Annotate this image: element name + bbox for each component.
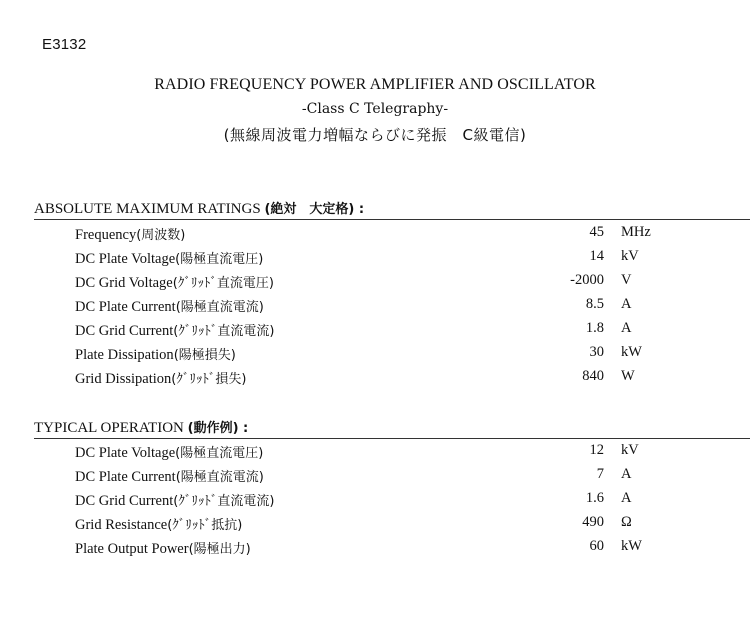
section-heading-text: ABSOLUTE MAXIMUM RATINGS: [34, 201, 261, 217]
operation-name: DC Plate Current(陽極直流電流): [75, 469, 264, 485]
rating-unit: A: [621, 320, 632, 336]
section-heading-absolute-maximum-ratings: [34, 198, 750, 220]
document-subtitle-jp: (無線周波電力増幅ならびに発振 C級電信): [223, 126, 527, 144]
rating-unit: W: [621, 368, 635, 384]
rating-row: [0, 344, 750, 366]
operation-value: 1.6: [585, 490, 604, 506]
rating-name: Frequency(周波数): [75, 227, 186, 243]
operation-row: [0, 442, 750, 464]
operation-unit: kV: [621, 442, 639, 458]
rating-value: 840: [582, 368, 604, 384]
operation-row: [0, 538, 750, 560]
rating-row: [0, 272, 750, 294]
rating-unit: MHz: [621, 224, 651, 240]
operation-value: 490: [582, 514, 604, 530]
section-heading-typical-operation: [34, 417, 750, 439]
document-title: RADIO FREQUENCY POWER AMPLIFIER AND OSCILLATOR: [154, 76, 596, 93]
rating-value: 45: [589, 224, 604, 240]
rating-value: 30: [589, 344, 604, 360]
rating-name: Grid Dissipation(ｸﾞﾘｯﾄﾞ損失): [75, 371, 247, 387]
rating-unit: kV: [621, 248, 639, 264]
rating-unit: A: [621, 296, 632, 312]
rating-value: 14: [589, 248, 604, 264]
rating-name: DC Grid Current(ｸﾞﾘｯﾄﾞ直流電流): [75, 323, 275, 339]
operation-name: DC Grid Current(ｸﾞﾘｯﾄﾞ直流電流): [75, 493, 275, 509]
operation-row: [0, 490, 750, 512]
document-subtitle: -Class C Telegraphy-: [301, 101, 449, 117]
operation-unit: Ω: [621, 514, 632, 530]
operation-unit: kW: [621, 538, 642, 554]
rating-row: [0, 224, 750, 246]
rating-value: -2000: [570, 272, 604, 288]
operation-row: [0, 514, 750, 536]
rating-row: [0, 296, 750, 318]
operation-row: [0, 466, 750, 488]
operation-value: 12: [589, 442, 604, 458]
operation-value: 60: [589, 538, 604, 554]
section-heading-jp: (絶対 大定格) :: [264, 202, 365, 217]
operation-name: Grid Resistance(ｸﾞﾘｯﾄﾞ抵抗): [75, 517, 243, 533]
operation-value: 7: [596, 466, 604, 482]
operation-unit: A: [621, 490, 632, 506]
rating-row: [0, 320, 750, 342]
model-number: E3132: [42, 36, 87, 53]
operation-name: DC Plate Voltage(陽極直流電圧): [75, 445, 264, 461]
operation-name: Plate Output Power(陽極出力): [75, 541, 251, 557]
rating-name: DC Plate Current(陽極直流電流): [75, 299, 264, 315]
rating-row: [0, 368, 750, 390]
rating-name: Plate Dissipation(陽極損失): [75, 347, 236, 363]
rating-unit: kW: [621, 344, 642, 360]
section-heading-jp: (動作例) :: [187, 421, 249, 436]
operation-unit: A: [621, 466, 632, 482]
section-heading-text: TYPICAL OPERATION: [34, 420, 184, 436]
rating-name: DC Grid Voltage(ｸﾞﾘｯﾄﾞ直流電圧): [75, 275, 274, 291]
rating-unit: V: [621, 272, 632, 288]
rating-name: DC Plate Voltage(陽極直流電圧): [75, 251, 264, 267]
rating-value: 1.8: [585, 320, 604, 336]
rating-row: [0, 248, 750, 270]
rating-value: 8.5: [585, 296, 604, 312]
